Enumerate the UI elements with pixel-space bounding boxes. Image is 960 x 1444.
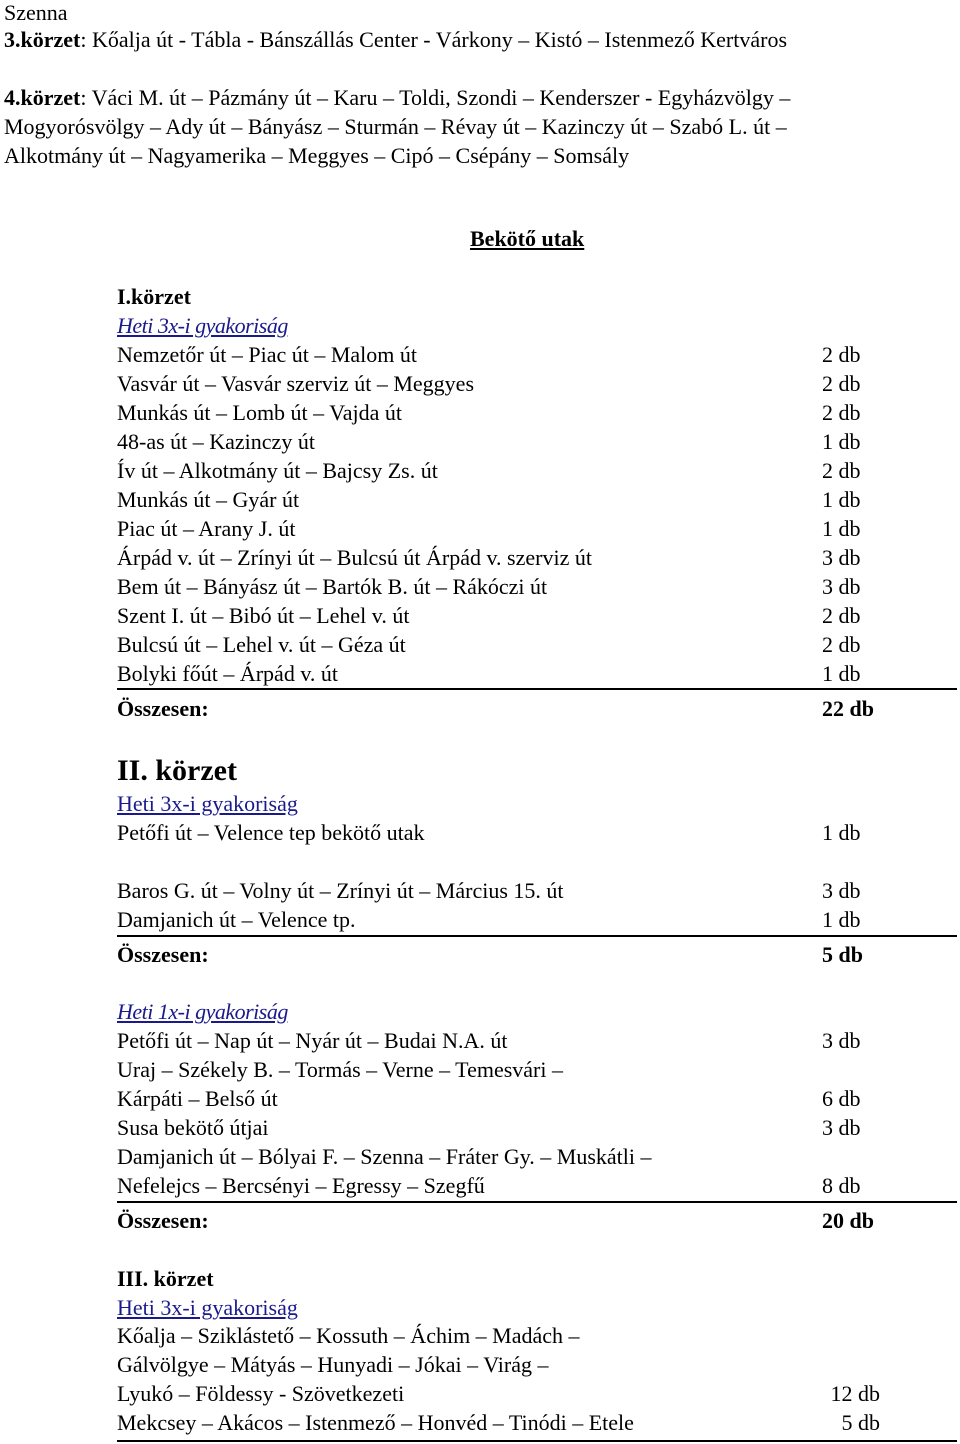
bottom-divider <box>117 1440 957 1442</box>
total-divider <box>117 688 957 690</box>
road-row: Damjanich út – Bólyai F. – Szenna – Fráter Gy. – Muskátli – <box>117 1144 652 1169</box>
section-title: II. körzet <box>117 754 237 787</box>
total-value: 22 db <box>822 696 874 721</box>
section-title: I.körzet <box>117 284 191 309</box>
road-row: Nefelejcs – Bercsényi – Egressy – Szegfű <box>117 1173 485 1198</box>
road-row: Uraj – Székely B. – Tormás – Verne – Temesvári – <box>117 1057 563 1082</box>
road-row: Petőfi út – Nap út – Nyár út – Budai N.A. út <box>117 1028 508 1053</box>
road-count: 1 db <box>822 487 861 512</box>
road-count: 3 db <box>822 878 861 903</box>
road-count: 12 db <box>830 1381 880 1406</box>
road-count: 3 db <box>822 1115 861 1140</box>
road-count: 8 db <box>822 1173 861 1198</box>
road-count: 1 db <box>822 907 861 932</box>
road-row: Baros G. út – Volny út – Zrínyi út – Március 15. út <box>117 878 564 903</box>
road-row: Bulcsú út – Lehel v. út – Géza út <box>117 632 406 657</box>
intro-line-4: Alkotmány út – Nagyamerika – Meggyes – Cipó – Csépány – Somsály <box>4 143 630 168</box>
road-count: 2 db <box>822 400 861 425</box>
total-label: Összesen: <box>117 942 209 967</box>
district-3-label: 3.körzet <box>4 27 81 52</box>
road-row: Susa bekötő útjai <box>117 1115 269 1140</box>
road-row: Munkás út – Lomb út – Vajda út <box>117 400 402 425</box>
road-count: 1 db <box>822 661 861 686</box>
road-count: 1 db <box>822 429 861 454</box>
total-value: 20 db <box>822 1208 874 1233</box>
road-count: 6 db <box>822 1086 861 1111</box>
road-row: Árpád v. út – Zrínyi út – Bulcsú út Árpád v. szerviz út <box>117 545 592 570</box>
frequency-label: Heti 3x-i gyakoriság <box>117 791 298 816</box>
road-count: 1 db <box>822 516 861 541</box>
road-row: Munkás út – Gyár út <box>117 487 300 512</box>
road-row: Gálvölgye – Mátyás – Hunyadi – Jókai – Virág – <box>117 1352 549 1377</box>
total-divider <box>117 935 957 937</box>
district-4-roads: : Váci M. út – Pázmány út – Karu – Toldi, Szondi – Kenderszer - Egyházvölgy – <box>80 85 791 110</box>
road-row: Piac út – Arany J. út <box>117 516 296 541</box>
road-count: 5 db <box>841 1410 880 1435</box>
road-row: Mekcsey – Akácos – Istenmező – Honvéd – Tinódi – Etele <box>117 1410 634 1435</box>
page-heading: Bekötő utak <box>470 226 585 251</box>
frequency-label: Heti 1x-i gyakoriság <box>117 999 288 1024</box>
section-title: III. körzet <box>117 1266 214 1291</box>
road-row: Nemzetőr út – Piac út – Malom út <box>117 342 417 367</box>
district-4-label: 4.körzet <box>4 85 81 110</box>
road-count: 3 db <box>822 574 861 599</box>
road-count: 1 db <box>822 820 861 845</box>
road-count: 2 db <box>822 342 861 367</box>
total-value: 5 db <box>822 942 863 967</box>
road-row: Bem út – Bányász út – Bartók B. út – Rákóczi út <box>117 574 548 599</box>
total-divider <box>117 1201 957 1203</box>
frequency-label: Heti 3x-i gyakoriság <box>117 1295 298 1320</box>
road-row: Damjanich út – Velence tp. <box>117 907 356 932</box>
road-row: Kőalja – Sziklástető – Kossuth – Áchim – Madách – <box>117 1323 580 1348</box>
road-row: Ív út – Alkotmány út – Bajcsy Zs. út <box>117 458 438 483</box>
intro-line-0: Szenna <box>4 0 68 25</box>
intro-line-2 <box>4 85 954 111</box>
total-label: Összesen: <box>117 1208 209 1233</box>
road-count: 3 db <box>822 545 861 570</box>
road-count: 2 db <box>822 371 861 396</box>
road-row: Szent I. út – Bibó út – Lehel v. út <box>117 603 410 628</box>
road-row: Bolyki főút – Árpád v. út <box>117 661 338 686</box>
district-3-roads: : Kőalja út - Tábla - Bánszállás Center - Várkony – Kistó – Istenmező Kertváros <box>80 27 788 52</box>
road-row: 48-as út – Kazinczy út <box>117 429 315 454</box>
total-label: Összesen: <box>117 696 209 721</box>
intro-line-1 <box>4 27 954 53</box>
road-row: Kárpáti – Belső út <box>117 1086 278 1111</box>
road-row: Vasvár út – Vasvár szerviz út – Meggyes <box>117 371 475 396</box>
frequency-label: Heti 3x-i gyakoriság <box>117 313 288 338</box>
road-count: 2 db <box>822 603 861 628</box>
road-row: Petőfi út – Velence tep bekötő utak <box>117 820 425 845</box>
road-count: 2 db <box>822 632 861 657</box>
road-count: 3 db <box>822 1028 861 1053</box>
road-row: Lyukó – Földessy - Szövetkezeti <box>117 1381 405 1406</box>
road-count: 2 db <box>822 458 861 483</box>
intro-line-3: Mogyorósvölgy – Ady út – Bányász – Sturmán – Révay út – Kazinczy út – Szabó L. út – <box>4 114 787 139</box>
